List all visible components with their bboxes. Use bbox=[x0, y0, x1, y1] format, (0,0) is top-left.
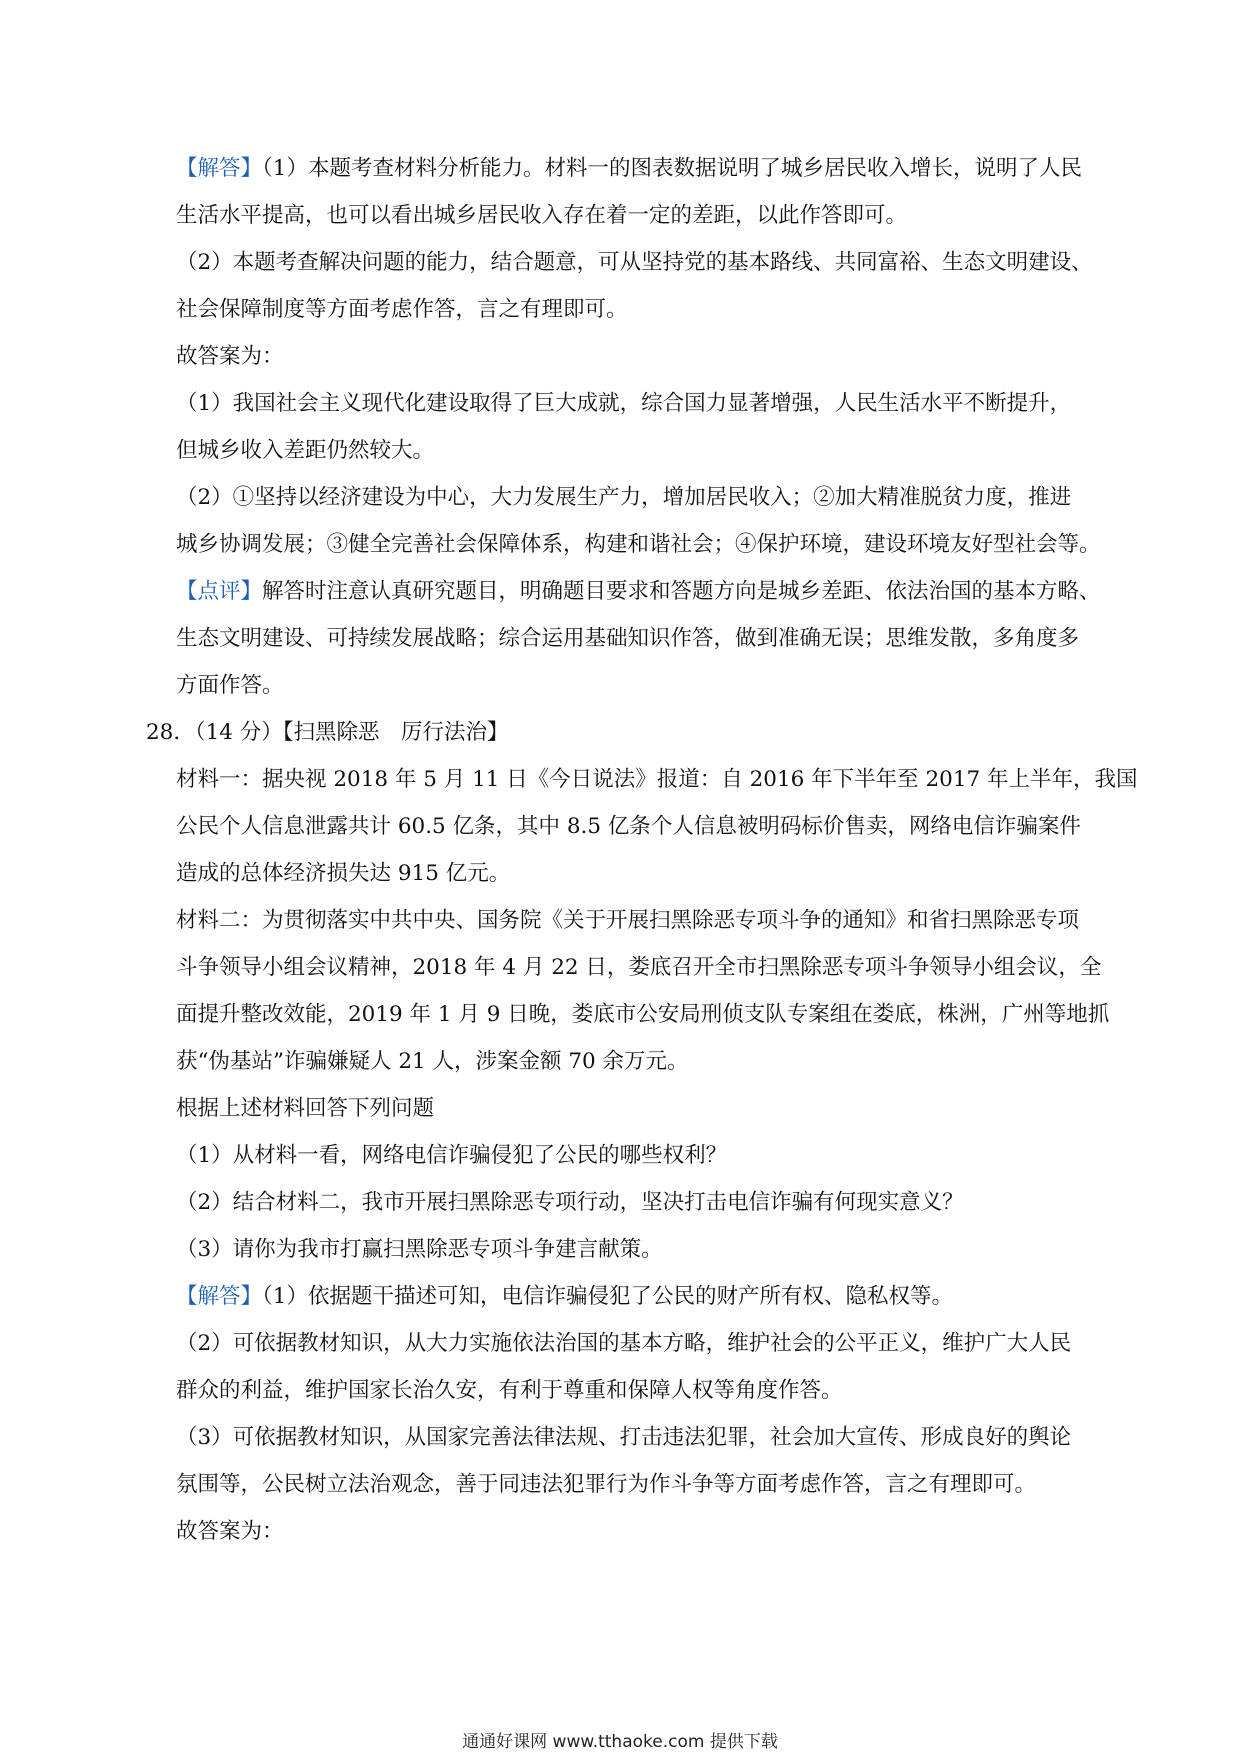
line-text: （1）本题考查材料分析能力。材料一的图表数据说明了城乡居民收入增长，说明了人民 bbox=[262, 156, 1082, 181]
text-line: 获“伪基站”诈骗嫌疑人 21 人，涉案金额 70 余万元。 bbox=[176, 1049, 689, 1074]
question-item: （2）结合材料二，我市开展扫黑除恶专项行动，坚决打击电信诈骗有何现实意义？ bbox=[176, 1190, 964, 1215]
comment-line bbox=[176, 581, 1101, 603]
text-line: 斗争领导小组会议精神，2018 年 4 月 22 日，娄底召开全市扫黑除恶专项斗争领导小组会议，全 bbox=[176, 955, 1102, 980]
answer-line bbox=[176, 1286, 953, 1308]
text-line: 根据上述材料回答下列问题 bbox=[176, 1096, 435, 1121]
text-line: 材料二：为贯彻落实中共中央、国务院《关于开展扫黑除恶专项斗争的通知》和省扫黑除恶专项 bbox=[176, 908, 1080, 933]
text-line: （3）可依据教材知识，从国家完善法律法规、打击违法犯罪，社会加大宣传、形成良好的舆论 bbox=[176, 1425, 1072, 1450]
text-line: （2）本题考查解决问题的能力，结合题意，可从坚持党的基本路线、共同富裕、生态文明建设、 bbox=[176, 250, 1093, 275]
question-title: 28．（14 分）【扫黑除恶 厉行法治】 bbox=[146, 720, 509, 745]
text-line: 群众的利益，维护国家长治久安，有利于尊重和保障人权等角度作答。 bbox=[176, 1378, 843, 1403]
text-line: 但城乡收入差距仍然较大。 bbox=[176, 438, 435, 463]
text-line: 生活水平提高，也可以看出城乡居民收入存在着一定的差距，以此作答即可。 bbox=[176, 203, 908, 228]
text-line: 造成的总体经济损失达 915 亿元。 bbox=[176, 861, 511, 886]
comment-tag: 【点评】 bbox=[176, 579, 263, 604]
text-line: （2）①坚持以经济建设为中心，大力发展生产力，增加居民收入；②加大精准脱贫力度，推进 bbox=[176, 485, 1072, 510]
line-text: 解答时注意认真研究题目，明确题目要求和答题方向是城乡差距、依法治国的基本方略、 bbox=[262, 579, 1101, 604]
page-footer: 通通好课网 www.tthaoke.com 提供下载 bbox=[462, 1732, 778, 1752]
text-line: 故答案为： bbox=[176, 344, 284, 369]
text-line: 面提升整改效能，2019 年 1 月 9 日晚，娄底市公安局刑侦支队专案组在娄底，株洲，广州等地抓 bbox=[176, 1002, 1110, 1027]
line-text: （1）依据题干描述可知，电信诈骗侵犯了公民的财产所有权、隐私权等。 bbox=[262, 1284, 953, 1309]
text-line: 方面作答。 bbox=[176, 673, 284, 698]
text-line: 材料一：据央视 2018 年 5 月 11 日《今日说法》报道：自 2016 年下半年至 2017 年上半年，我国 bbox=[176, 767, 1138, 792]
text-line: 城乡协调发展；③健全完善社会保障体系，构建和谐社会；④保护环境，建设环境友好型社会等。 bbox=[176, 532, 1101, 557]
text-line: 氛围等，公民树立法治观念，善于同违法犯罪行为作斗争等方面考虑作答，言之有理即可。 bbox=[176, 1472, 1037, 1497]
text-line: （2）可依据教材知识，从大力实施依法治国的基本方略，维护社会的公平正义，维护广大人民 bbox=[176, 1331, 1072, 1356]
answer-line bbox=[176, 158, 1082, 180]
text-line: （1）我国社会主义现代化建设取得了巨大成就，综合国力显著增强，人民生活水平不断提升， bbox=[176, 391, 1072, 416]
question-item: （1）从材料一看，网络电信诈骗侵犯了公民的哪些权利？ bbox=[176, 1143, 728, 1168]
question-item: （3）请你为我市打赢扫黑除恶专项斗争建言献策。 bbox=[176, 1237, 663, 1262]
text-line: 社会保障制度等方面考虑作答，言之有理即可。 bbox=[176, 297, 628, 322]
text-line: 生态文明建设、可持续发展战略；综合运用基础知识作答，做到准确无误；思维发散，多角度多 bbox=[176, 626, 1080, 651]
answer-tag: 【解答】 bbox=[176, 156, 263, 181]
answer-tag: 【解答】 bbox=[176, 1284, 263, 1309]
text-line: 公民个人信息泄露共计 60.5 亿条，其中 8.5 亿条个人信息被明码标价售卖，网络电信诈骗案件 bbox=[176, 814, 1081, 839]
text-line: 故答案为： bbox=[176, 1519, 284, 1544]
